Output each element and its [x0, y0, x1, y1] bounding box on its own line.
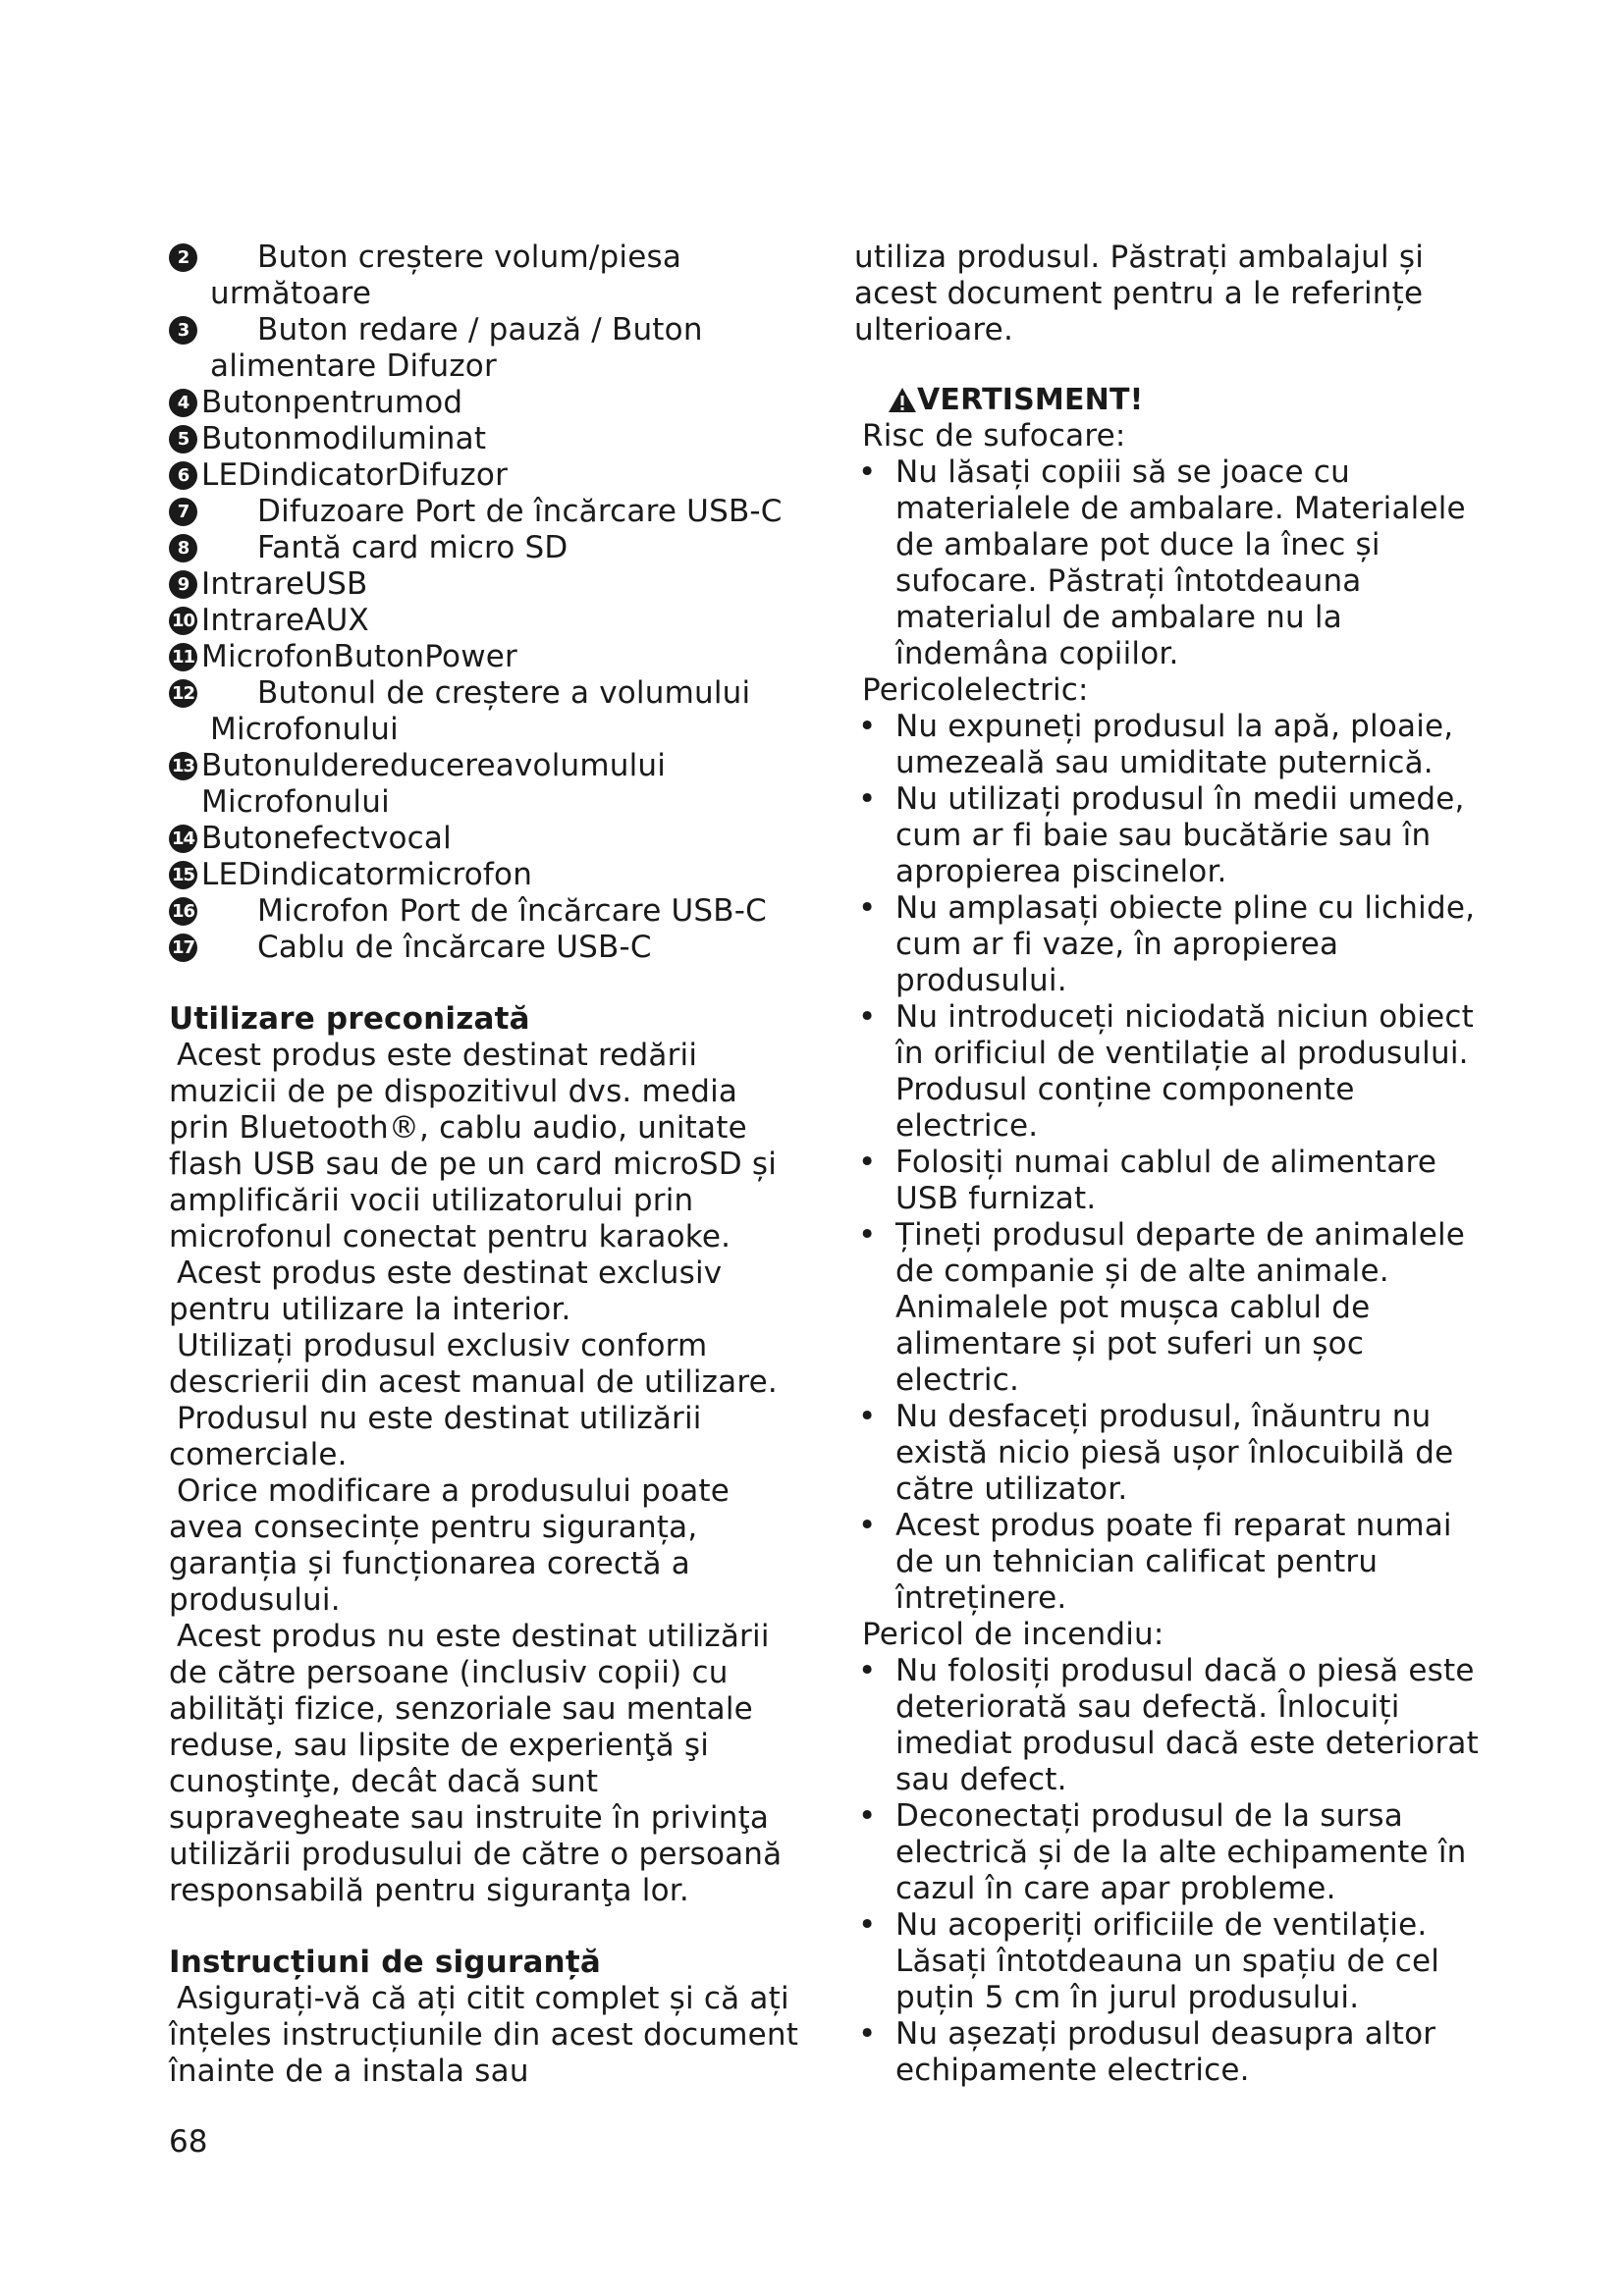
warning-heading: [888, 382, 1483, 418]
part-label: Buton creștere volum/piesa următoare: [210, 240, 682, 311]
safety-heading: Instrucțiuni de siguranță: [169, 1945, 601, 1980]
intended-use-heading: Utilizare preconizată: [169, 1001, 530, 1037]
safety-intro-part1: Asigurați-vă că ați citit complet și că ați înțeles instrucțiunile din acest document înainte de a instala sau: [169, 1981, 799, 2089]
left-column: [169, 240, 807, 2090]
part-label: Cablu de încărcare USB-C: [257, 930, 652, 965]
part-item: [169, 603, 807, 639]
part-item: [169, 748, 807, 821]
hazard-bullet-text: • Nu utilizați produsul în medii umede, cum ar fi baie sau bucătărie sau în apropierea piscinelor.: [895, 781, 1465, 889]
hazard-bullets: [854, 709, 1483, 1617]
part-label: Butonmodiluminat: [201, 421, 487, 456]
part-label: Butonpentrumod: [201, 385, 463, 420]
hazard-bullet-text: • Nu desfaceți produsul, înăuntru nu există nicio piesă ușor înlocuibilă de către utilizator.: [895, 1399, 1454, 1507]
hazard-bullet-item: [854, 454, 1483, 672]
intended-use-paragraph: Utilizați produsul exclusiv conform descrierii din acest manual de utilizare.: [169, 1328, 778, 1400]
part-label: Fantă card micro SD: [257, 530, 568, 565]
hazard-label: Pericol de incendiu:: [862, 1617, 1164, 1652]
right-column: [854, 240, 1483, 2089]
hazard-bullet-item: [854, 1653, 1483, 1798]
hazard-bullet-item: [854, 709, 1483, 781]
part-item: [169, 930, 807, 966]
hazard-bullet-text: • Nu lăsați copiii să se joace cu materialele de ambalare. Materialele de ambalare pot duce la înec și sufocare. Păstrați întotdeauna materialul de ambalare nu la îndemâna copiilor.: [895, 454, 1466, 671]
warning-title: VERTISMENT!: [917, 383, 1144, 417]
hazard-bullet-item: [854, 781, 1483, 890]
part-label: IntrareAUX: [201, 603, 369, 638]
part-number-badge: 14: [169, 825, 197, 853]
part-number-badge: 8: [169, 534, 197, 562]
part-label: Butonefectvocal: [201, 821, 452, 856]
part-number-badge: 9: [169, 570, 197, 599]
hazard-bullet-text: • Nu acoperiți orificiile de ventilație. Lăsați întotdeauna un spațiu de cel puțin 5 cm în jurul produsului.: [895, 1907, 1440, 2015]
part-item: [169, 893, 807, 930]
part-number-badge: 4: [169, 389, 197, 417]
part-number-badge: 11: [169, 643, 197, 671]
hazard-bullet-item: [854, 1907, 1483, 2016]
intended-use-paragraph: Orice modificare a produsului poate avea consecințe pentru siguranța, garanția și funcționarea corectă a produsului.: [169, 1473, 731, 1618]
hazard-bullet-text: • Nu introduceți niciodată niciun obiect în orificiul de ventilație al produsului. Produsul conține componente electrice.: [895, 999, 1474, 1144]
hazard-bullet-text: • Nu expuneți produsul la apă, ploaie, umezeală sau umiditate puternică.: [895, 709, 1454, 780]
hazard-bullet-text: • Folosiți numai cablul de alimentare USB furnizat.: [895, 1145, 1437, 1216]
part-label: Buton redare / pauză / Buton alimentare Difuzor: [210, 312, 703, 384]
hazard-bullet-item: [854, 999, 1483, 1145]
hazard-bullet-item: [854, 1145, 1483, 1217]
part-label: Difuzoare Port de încărcare USB-C: [257, 494, 783, 529]
intended-use-paragraph: Acest produs este destinat redării muzicii de pe dispozitivul dvs. media prin Bluetooth®, cablu audio, unitate flash USB sau de pe un card microSD și amplificării vocii utilizatorului prin microfonul conectat pentru karaoke.: [169, 1038, 778, 1255]
part-number-badge: 5: [169, 425, 197, 454]
part-number-badge: 7: [169, 498, 197, 526]
part-number-badge: 12: [169, 679, 197, 708]
page-number: 68: [169, 2124, 208, 2160]
hazard-bullet-item: [854, 1399, 1483, 1508]
hazard-label: Pericolelectric:: [862, 672, 1089, 708]
warning-triangle-icon: [888, 387, 917, 413]
part-item: [169, 240, 807, 312]
part-item: [169, 857, 807, 893]
part-item: [169, 494, 807, 530]
intended-use-paragraph: Produsul nu este destinat utilizării comerciale.: [169, 1401, 702, 1472]
part-number-badge: 13: [169, 752, 197, 780]
hazard-bullet-text: • Acest produs poate fi reparat numai de un tehnician calificat pentru întreținere.: [895, 1508, 1452, 1616]
intended-use-paragraph: Acest produs nu este destinat utilizării de către persoane (inclusiv copii) cu abilităţi fizice, senzoriale sau mentale reduse, sau lipsite de experienţă şi cunoştinţe, decât dacă sunt supravegheate sau instruite în privinţa utilizării produsului de către o persoană responsabilă pentru siguranţa lor.: [169, 1619, 783, 1908]
part-item: [169, 639, 807, 675]
part-number-badge: 15: [169, 861, 197, 889]
hazard-bullet-text: • Nu așezați produsul deasupra altor echipamente electrice.: [895, 2016, 1436, 2088]
part-label: LEDindicatorDifuzor: [201, 457, 509, 493]
part-item: [169, 821, 807, 857]
hazard-bullet-text: • Țineți produsul departe de animalele de companie și de alte animale. Animalele pot mușca cablul de alimentare și pot suferi un șoc electric.: [895, 1217, 1466, 1398]
part-label: Microfon Port de încărcare USB-C: [257, 893, 767, 929]
part-label: LEDindicatormicrofon: [201, 857, 533, 892]
part-item: [169, 457, 807, 494]
hazard-bullet-text: • Deconectați produsul de la sursa electrică și de la alte echipamente în cazul în care apar probleme.: [895, 1798, 1467, 1906]
warning-groups: [854, 418, 1483, 2089]
intended-use-body: [169, 1038, 807, 1909]
intended-use-paragraph: Acest produs este destinat exclusiv pentru utilizare la interior.: [169, 1255, 723, 1327]
safety-intro-part2: utiliza produsul. Păstrați ambalajul și acest document pentru a le referințe ulterioare.: [854, 240, 1425, 347]
hazard-bullets: [854, 1653, 1483, 2089]
parts-list: [169, 240, 807, 966]
hazard-bullet-item: [854, 1217, 1483, 1399]
part-item: [169, 675, 807, 748]
hazard-bullet-item: [854, 1798, 1483, 1907]
part-item: [169, 421, 807, 457]
part-number-badge: 6: [169, 461, 197, 490]
hazard-bullets: [854, 454, 1483, 672]
hazard-bullet-item: [854, 1508, 1483, 1617]
part-number-badge: 10: [169, 607, 197, 635]
part-label: MicrofonButonPower: [201, 639, 517, 674]
part-item: [169, 385, 807, 421]
part-number-badge: 17: [169, 934, 197, 962]
part-number-badge: 2: [169, 243, 197, 272]
part-item: [169, 566, 807, 603]
part-number-badge: 16: [169, 897, 197, 926]
hazard-bullet-item: [854, 890, 1483, 999]
part-item: [169, 312, 807, 385]
hazard-bullet-text: • Nu amplasați obiecte pline cu lichide, cum ar fi vaze, în apropierea produsului.: [895, 890, 1476, 998]
part-number-badge: 3: [169, 316, 197, 345]
part-label: Butonuldereducereavolumului Microfonului: [201, 748, 667, 820]
part-label: IntrareUSB: [201, 566, 368, 602]
hazard-bullet-item: [854, 2016, 1483, 2089]
hazard-bullet-text: • Nu folosiți produsul dacă o piesă este deteriorată sau defectă. Înlocuiți imediat produsul dacă este deteriorat sau defect.: [895, 1653, 1479, 1797]
part-item: [169, 530, 807, 566]
hazard-label: Risc de sufocare:: [862, 418, 1126, 454]
part-label: Butonul de creștere a volumului Microfonului: [210, 675, 751, 747]
